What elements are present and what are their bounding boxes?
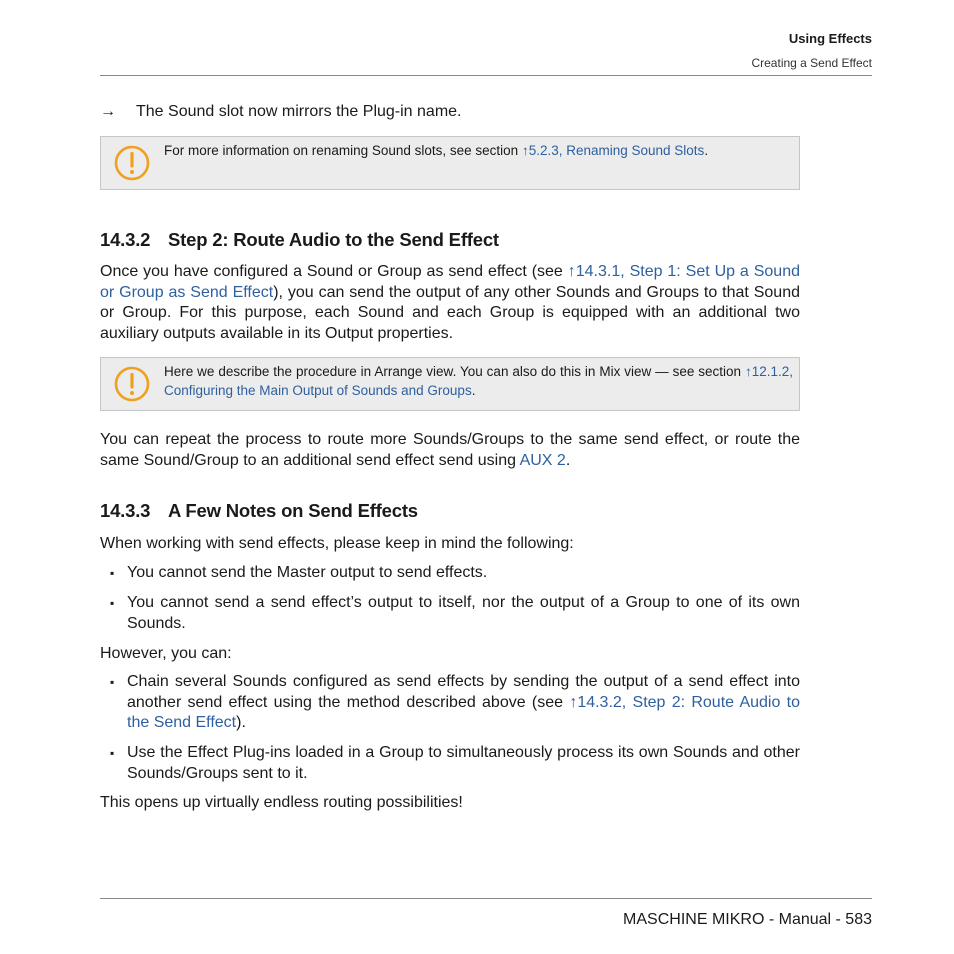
list-item: [110, 593, 800, 634]
heading-number: 14.3.2: [100, 229, 151, 250]
bullet-text: You cannot send the Master output to send effects.: [127, 564, 488, 581]
bullet-text: Use the Effect Plug-ins loaded in a Group to simultaneously process its own Sounds and other Sounds/Groups sent to it.: [127, 744, 800, 782]
list-item: [110, 672, 800, 734]
list-item: [110, 743, 800, 784]
link-step-2[interactable]: ↑14.3.2, Step 2: Route Audio to the Send Effect: [127, 693, 800, 732]
bullet-icon: ▪: [110, 746, 115, 760]
heading-title: Step 2: Route Audio to the Send Effect: [168, 229, 499, 250]
note-box-renaming: [100, 136, 800, 190]
heading-title: A Few Notes on Send Effects: [168, 500, 418, 521]
note-text: [164, 362, 793, 400]
warning-icon: [114, 366, 150, 402]
footer-page-label: MASCHINE MIKRO - Manual - 583: [623, 911, 872, 928]
note-text-after: .: [704, 143, 709, 158]
paragraph-send-output: [100, 262, 800, 344]
link-step-1[interactable]: ↑14.3.1, Step 1: Set Up a Sound or Group as Send Effect: [100, 263, 801, 301]
result-text: The Sound slot now mirrors the Plug-in name.: [136, 103, 462, 120]
paragraph-intro: When working with send effects, please keep in mind the following:: [100, 535, 574, 552]
paragraph-repeat-process: [100, 430, 800, 471]
link-configuring-main-output[interactable]: ↑12.1.2, Configuring the Main Output of Sounds and Groups: [164, 364, 793, 398]
bullet-icon: ▪: [110, 566, 115, 580]
para-text-before: You can repeat the process to route more Sounds/Groups to the same send effect, or route the same Sound/Group to an additional send effect send using: [100, 431, 800, 469]
paragraph-closing: This opens up virtually endless routing possibilities!: [100, 794, 463, 811]
note-text: [164, 141, 793, 160]
bullet-icon: ▪: [110, 675, 115, 689]
para-text-before: Once you have configured a Sound or Group as send effect (see: [100, 263, 568, 280]
paragraph-however: However, you can:: [100, 645, 232, 662]
bullet-text-before: Chain several Sounds configured as send effects by sending the output of a send effect into another send effect using the method described above (see: [127, 673, 800, 711]
heading-14-3-2: [100, 229, 499, 251]
result-arrow-icon: →: [100, 103, 116, 120]
result-line: [100, 103, 461, 121]
bullet-text: You cannot send a send effect’s output to itself, nor the output of a Group to one of its own Sounds.: [127, 594, 800, 632]
bullet-text-after: ).: [236, 714, 246, 732]
header-chapter: Using Effects: [788, 31, 872, 46]
list-item: [110, 563, 800, 584]
link-renaming-sound-slots[interactable]: ↑5.2.3, Renaming Sound Slots: [521, 143, 705, 158]
footer-rule: [100, 898, 872, 899]
link-aux-2[interactable]: AUX 2: [519, 451, 566, 469]
warning-icon: [114, 145, 150, 181]
note-text-after: .: [471, 383, 476, 398]
note-box-mix-view: [100, 357, 800, 411]
bullet-text: [127, 672, 800, 734]
header-section: Creating a Send Effect: [751, 56, 872, 70]
header-rule: [100, 75, 872, 76]
para-text-after: .: [565, 451, 571, 469]
heading-14-3-3: [100, 500, 418, 522]
heading-number: 14.3.3: [100, 500, 151, 521]
note-text-before: For more information on renaming Sound slots, see section: [164, 143, 522, 158]
bullet-icon: ▪: [110, 596, 115, 610]
note-text-before: Here we describe the procedure in Arrange view. You can also do this in Mix view — see section: [164, 364, 745, 379]
para-text-after: ), you can send the output of any other Sounds and Groups to that Sound or Group. For this purpose, each Sound and each Group is equipped with an additional two auxiliary outputs available in its Output properties.: [100, 283, 801, 342]
